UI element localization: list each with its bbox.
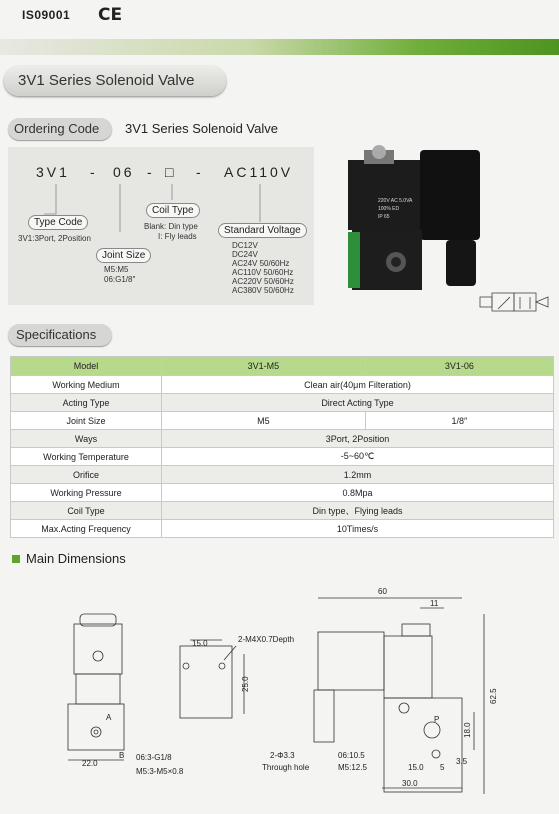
code-part-voltage: AC110V (224, 164, 294, 180)
code-part-dash-2: - (147, 164, 155, 180)
row-value: M5 (162, 412, 366, 430)
row-value: 0.8Mpa (162, 484, 554, 502)
solenoid-valve-photo (338, 140, 518, 300)
row-value: Direct Acting Type (162, 394, 554, 412)
dimension-drawings (0, 580, 559, 810)
voltage-option: AC380V 50/60Hz (232, 286, 294, 295)
code-part-dash-1: - (90, 164, 98, 180)
dim-label: 25.0 (241, 676, 250, 692)
code-part-dash-3: - (196, 164, 204, 180)
ordering-code-heading: Ordering Code (14, 121, 100, 136)
row-label: Joint Size (11, 412, 162, 430)
row-label: Ways (11, 430, 162, 448)
header-gradient-bar (0, 39, 559, 55)
dim-label: 3.5 (456, 757, 468, 766)
code-part-joint: 06 (113, 164, 135, 180)
coil-type-option: Blank: Din type (144, 222, 198, 231)
series-title: 3V1 Series Solenoid Valve (18, 72, 195, 89)
table-row (11, 520, 554, 538)
product-label-line: IP 65 (378, 214, 390, 220)
specifications-table (10, 356, 554, 538)
dim-label: 5 (440, 763, 445, 772)
dim-label: 2-Φ3.3 (270, 751, 295, 760)
row-value: 10Times/s (162, 520, 554, 538)
row-label: Orifice (11, 466, 162, 484)
table-row (11, 484, 554, 502)
main-dimensions-heading: Main Dimensions (26, 551, 126, 566)
certification-label: IS09001 (22, 8, 71, 22)
row-value: Din type、Flying leads (162, 502, 554, 520)
dim-label: 11 (430, 599, 439, 608)
section-bullet-icon (12, 555, 20, 563)
dim-label: 60 (378, 587, 387, 596)
code-part-coil: □ (165, 164, 177, 180)
row-value: 3Port, 2Position (162, 430, 554, 448)
dim-label: 22.0 (82, 759, 98, 768)
dim-label: Through hole (262, 763, 310, 772)
column-header: 3V1-06 (365, 357, 553, 376)
code-part-series: 3V1 (36, 164, 70, 180)
ce-mark: CE (98, 5, 123, 25)
column-header: Model (11, 357, 162, 376)
type-code-tag: Type Code (28, 215, 88, 230)
table-row (11, 448, 554, 466)
table-row (11, 394, 554, 412)
product-label-line: 100% ED (378, 206, 400, 212)
joint-size-option: M5:M5 (104, 265, 129, 274)
row-label: Max.Acting Frequency (11, 520, 162, 538)
coil-type-option: I: Fly leads (158, 232, 197, 241)
row-value: 1/8″ (365, 412, 553, 430)
voltage-option: DC24V (232, 250, 258, 259)
voltage-option: AC24V 50/60Hz (232, 259, 290, 268)
dim-label: 15.0 (192, 639, 208, 648)
dim-label: 2-M4X0.7Depth (238, 635, 295, 644)
joint-size-tag: Joint Size (96, 248, 151, 263)
row-label: Coil Type (11, 502, 162, 520)
dim-label: M5:3-M5×0.8 (136, 767, 184, 776)
row-value: Clean air(40μm Filteration) (162, 376, 554, 394)
table-row (11, 376, 554, 394)
dim-label: 06:10.5 (338, 751, 365, 760)
product-label-line: 220V AC 5.0VA (378, 198, 413, 204)
table-row (11, 430, 554, 448)
dim-label: A (106, 713, 112, 722)
row-value: 1.2mm (162, 466, 554, 484)
voltage-option: AC110V 50/60Hz (232, 268, 294, 277)
dim-label: 62.5 (489, 688, 498, 704)
dim-label: M5:12.5 (338, 763, 367, 772)
table-row (11, 502, 554, 520)
column-header: 3V1-M5 (162, 357, 366, 376)
row-value: -5~60℃ (162, 448, 554, 466)
joint-size-option: 06:G1/8″ (104, 275, 136, 284)
specifications-heading: Specifications (16, 327, 97, 342)
dim-label: P (434, 715, 440, 724)
voltage-option: AC220V 50/60Hz (232, 277, 294, 286)
voltage-option: DC12V (232, 241, 258, 250)
ordering-code-subtitle: 3V1 Series Solenoid Valve (125, 121, 278, 136)
dim-label: 06:3-G1/8 (136, 753, 172, 762)
dim-label: B (119, 751, 125, 760)
dim-label: 15.0 (408, 763, 424, 772)
table-header-row (11, 357, 554, 376)
coil-type-tag: Coil Type (146, 203, 200, 218)
dim-label: 30.0 (402, 779, 418, 788)
row-label: Working Pressure (11, 484, 162, 502)
row-label: Working Medium (11, 376, 162, 394)
row-label: Working Temperature (11, 448, 162, 466)
table-row (11, 466, 554, 484)
table-row (11, 412, 554, 430)
type-code-note: 3V1:3Port, 2Position (18, 234, 91, 243)
standard-voltage-tag: Standard Voltage (218, 223, 307, 238)
valve-symbol-icon (470, 285, 559, 321)
row-label: Acting Type (11, 394, 162, 412)
dim-label: 18.0 (463, 722, 472, 738)
